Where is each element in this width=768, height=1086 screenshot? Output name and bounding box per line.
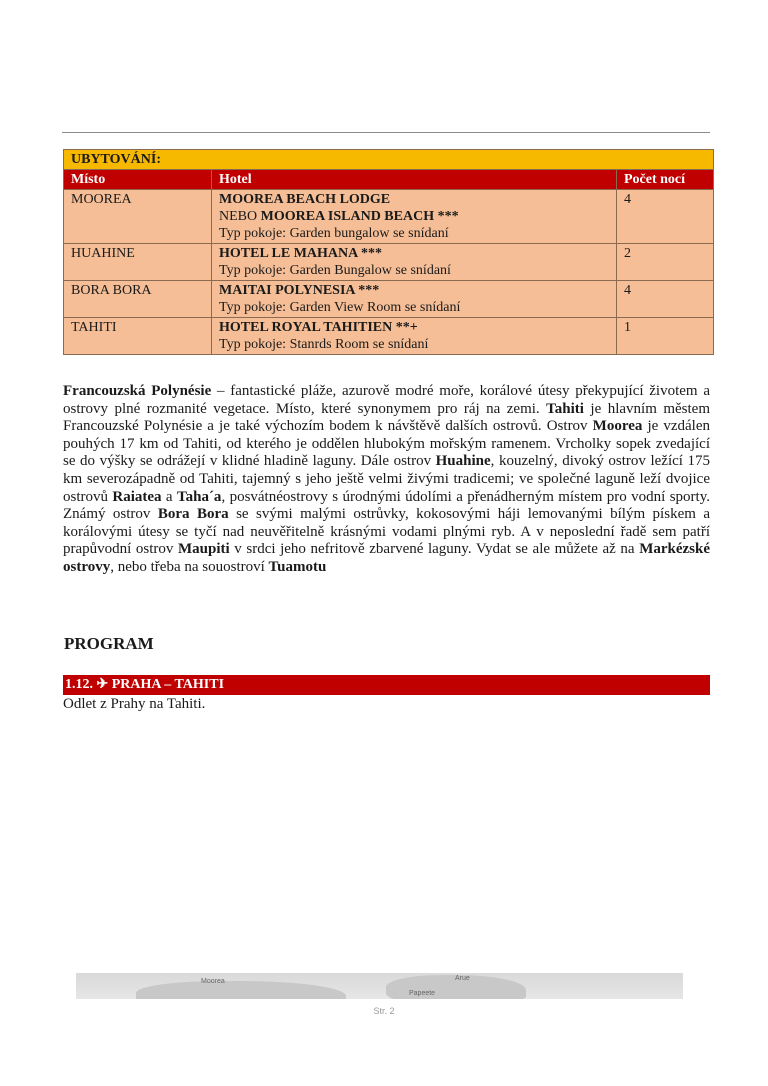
hotel-name: MAITAI POLYNESIA *** [219,283,380,298]
intro-text: – fantastické pláže, azurově modré moře, korálové útesy překypující životem a ostrovy plné rozmanité vegetace. Místo, které synonymem pro ráj na zemi. [63,383,710,417]
intro-bold: Tahiti [546,400,584,417]
map-label: Moorea [201,978,225,985]
header-rule [62,132,710,133]
row-nights: 4 [617,281,714,318]
intro-bold: Huahine [435,453,491,470]
intro-text: , kouzelný, divoký ostrov ležící 175 km severozápadně od Tahiti, tajemný s jeho ještě velmi živými tradicemi; ve společné laguně leží dvojice ostrovů [63,453,710,505]
table-row [64,190,714,244]
intro-text: v srdci jeho nefritově zbarvené laguny. Vydat se ale můžete až na [229,541,640,558]
hotel-name: HOTEL ROYAL TAHITIEN **+ [219,320,418,335]
intro-bold: Tuamotu [268,558,327,575]
header-nights: Počet nocí [617,170,714,190]
room-type: Typ pokoje: Garden Bungalow se snídaní [219,263,451,278]
intro-bold: Moorea [592,418,643,435]
hotel-name: MOOREA BEACH LODGE [219,192,391,207]
room-type: Typ pokoje: Stanrds Room se snídaní [219,337,429,352]
map-label: Arue [455,975,470,982]
hotel-name: HOTEL LE MAHANA *** [219,246,382,261]
intro-bold: Raiatea [112,488,162,505]
alt-hotel-name: MOOREA ISLAND BEACH *** [260,209,459,224]
row-hotel [212,190,617,244]
accommodation-title: UBYTOVÁNÍ: [64,150,714,170]
table-header-row [64,170,714,190]
row-place: TAHITI [64,318,212,355]
table-row [64,244,714,281]
row-nights: 4 [617,190,714,244]
room-type: Typ pokoje: Garden View Room se snídaní [219,300,461,315]
hotel-alternative [219,208,609,225]
island-shape [136,981,346,999]
alt-prefix: NEBO [219,209,261,224]
accommodation-table [63,149,714,355]
header-hotel: Hotel [212,170,617,190]
row-hotel [212,318,617,355]
row-place: HUAHINE [64,244,212,281]
map-label: Papeete [409,990,436,997]
day-description: Odlet z Prahy na Tahiti. [63,696,206,712]
intro-text: , posvátnéostrovy s úrodnými údolími a přenádherným místem pro vodní sporty. Známý ostrov [63,488,710,523]
row-hotel [212,281,617,318]
row-place: BORA BORA [64,281,212,318]
intro-bold: Francouzská Polynésie [63,383,212,399]
intro-bold: Markézské ostrovy [63,541,710,575]
intro-bold: Bora Bora [157,506,229,523]
program-heading: PROGRAM [64,634,154,653]
intro-bold: Maupiti [178,541,230,558]
accommodation-title-row [64,150,714,170]
intro-bold: Taha´a [176,488,222,505]
intro-text: je vzdálen pouhých 17 km od Tahiti, od kterého je oddělen hlubokým mořským ramenem. Vrcholky sopek zvedající se do výšky se odrážejí v klidné hladině laguny. Dále ostrov [63,418,710,470]
table-row [64,318,714,355]
row-nights: 2 [617,244,714,281]
page-number: Str. 2 [373,1006,395,1016]
header-place: Místo [64,170,212,190]
intro-text: se svými malými ostrůvky, kokosovými háji lemovanými bílým pískem a korálovými útesy se tyčí nad neuvěřitelně krásnými vodami plnými ryb. A v neposlední řadě sem patří prapůvodní ostrov [63,506,710,558]
day-title-bar: 1.12. ✈ PRAHA – TAHITI [63,675,710,695]
room-type: Typ pokoje: Garden bungalow se snídaní [219,226,449,241]
intro-paragraph [63,383,710,577]
row-hotel [212,244,617,281]
row-nights: 1 [617,318,714,355]
intro-text: a [161,488,177,505]
intro-text: je hlavním městem Francouzské Polynésie a je také výchozím bodem k návštěvě dalších ostrovů. Ostrov [63,400,710,435]
table-row [64,281,714,318]
row-place: MOOREA [64,190,212,244]
map-strip-image [76,973,683,999]
intro-text: , nebo třeba na souostroví [110,558,269,575]
